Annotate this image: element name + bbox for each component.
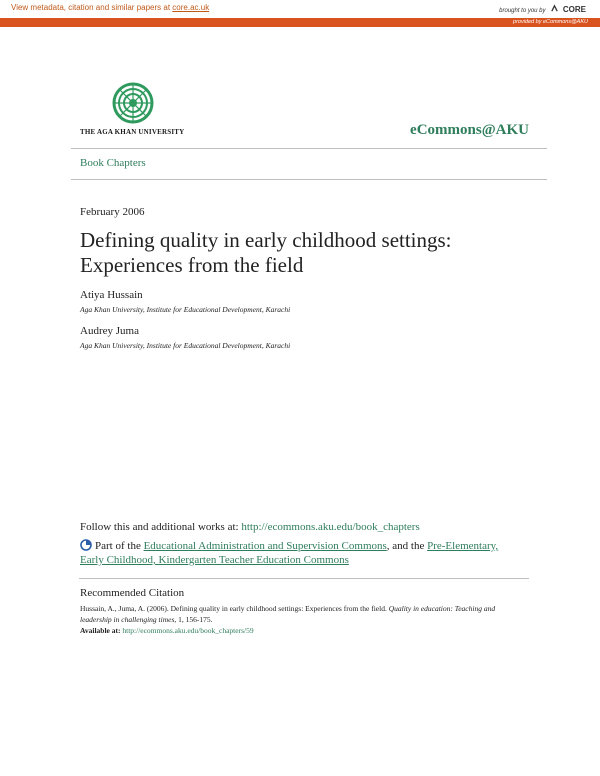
brought-text: brought to you by [499,8,546,14]
core-label: CORE [562,5,586,14]
aku-emblem-icon [112,82,154,124]
recommended-citation-heading: Recommended Citation [80,587,185,599]
part-of-line [80,539,520,567]
brought-to-you-by[interactable] [499,4,586,14]
core-ac-uk-link[interactable]: core.ac.uk [172,3,210,12]
author-affiliation: Aga Khan University, Institute for Educational Development, Karachi [80,305,291,314]
available-link[interactable]: http://ecommons.aku.edu/book_chapters/59 [122,626,254,635]
follow-text: Follow this and additional works at: [80,521,242,533]
divider [71,148,547,149]
available-label: Available at: [80,626,123,635]
publication-date: February 2006 [80,206,145,218]
provided-by-text[interactable]: provided by eCommons@AKU [513,19,588,25]
citation-plain: Hussain, A., Juma, A. (2006). Defining quality in early childhood settings: Experiences from the field. [80,604,389,613]
author-affiliation: Aga Khan University, Institute for Educational Development, Karachi [80,341,291,350]
metadata-text: View metadata, citation and similar papers at [11,3,173,12]
commons-link-2[interactable]: Pre-Elementary, Early Childhood, Kindergarten Teacher Education Commons [80,540,499,566]
part-of-middle: , and the [386,540,428,552]
divider [71,179,547,180]
section-link[interactable]: Book Chapters [80,157,146,169]
network-share-icon [80,539,92,551]
commons-link-1[interactable]: Educational Administration and Supervision Commons [143,540,387,552]
repository-name[interactable]: eCommons@AKU [410,122,529,138]
university-name: THE AGA KHAN UNIVERSITY [80,128,185,136]
document-title [80,228,530,278]
author-name: Audrey Juma [80,325,139,337]
core-logo-icon [550,4,559,13]
divider [79,578,529,579]
author-name: Atiya Hussain [80,289,143,301]
book-chapters-link[interactable]: http://ecommons.aku.edu/book_chapters [241,521,420,533]
provided-by-bar [0,18,600,27]
citation-italic: Quality in education: Teaching and leadership in challenging times, [80,604,496,624]
university-logo [80,82,200,138]
citation-tail: 1, 156-175. [176,615,213,624]
follow-line [80,521,420,533]
title-line: Experiences from the field [80,253,304,277]
citation-text [80,603,520,625]
core-top-bar [0,0,600,18]
metadata-link[interactable] [11,3,209,12]
title-line: Defining quality in early childhood settings: [80,228,452,252]
part-of-prefix: Part of the [95,540,144,552]
available-at-line [80,626,254,635]
